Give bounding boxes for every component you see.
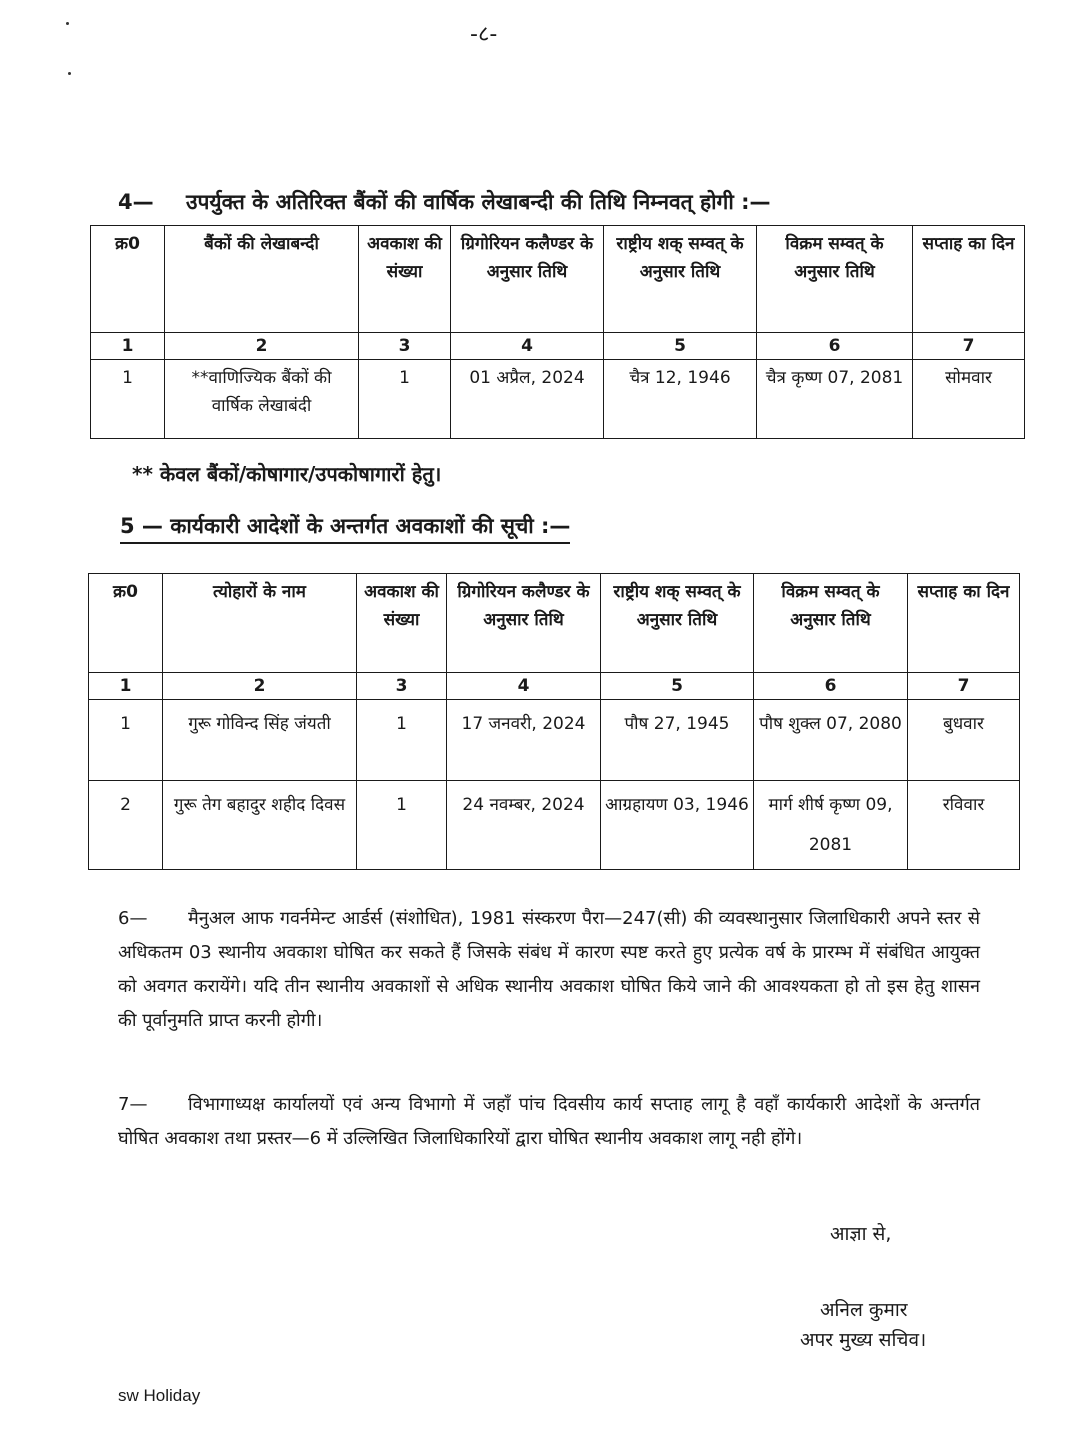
header-cell: अवकाश की संख्या <box>357 574 447 673</box>
table-cell: चैत्र 12, 1946 <box>604 360 757 439</box>
index-cell: 4 <box>447 673 601 700</box>
header-cell: राष्ट्रीय शक् सम्वत् के अनुसार तिथि <box>601 574 754 673</box>
executive-holidays-table <box>88 573 1020 870</box>
header-cell: ग्रिगोरियन कलैण्डर के अनुसार तिथि <box>447 574 601 673</box>
index-cell: 3 <box>357 673 447 700</box>
header-cell: क्र0 <box>89 574 163 673</box>
table-cell: 1 <box>89 700 163 781</box>
index-cell: 7 <box>913 333 1025 360</box>
signatory-designation: अपर मुख्य सचिव। <box>800 1329 927 1351</box>
index-cell: 6 <box>757 333 913 360</box>
index-cell: 7 <box>908 673 1020 700</box>
header-cell: त्योहारों के नाम <box>163 574 357 673</box>
section-5-heading: 5 — कार्यकारी आदेशों के अन्तर्गत अवकाशों की सूची :— <box>120 512 570 544</box>
bank-closing-table <box>90 225 1025 439</box>
table-cell: 1 <box>357 700 447 781</box>
table-row <box>89 700 1020 781</box>
table-header-row <box>91 226 1025 333</box>
table-index-row <box>89 673 1020 700</box>
index-cell: 5 <box>601 673 754 700</box>
section-4-number: 4— <box>118 190 154 214</box>
index-cell: 6 <box>754 673 908 700</box>
header-cell: राष्ट्रीय शक् सम्वत् के अनुसार तिथि <box>604 226 757 333</box>
table-cell: सोमवार <box>913 360 1025 439</box>
index-cell: 2 <box>165 333 359 360</box>
table-row <box>91 360 1025 439</box>
table-cell: पौष 27, 1945 <box>601 700 754 781</box>
header-cell: अवकाश की संख्या <box>359 226 451 333</box>
page-number: -८- <box>470 22 498 47</box>
signatory-name: अनिल कुमार <box>820 1299 908 1321</box>
table-cell: 17 जनवरी, 2024 <box>447 700 601 781</box>
header-cell: क्र0 <box>91 226 165 333</box>
table-cell: 1 <box>357 781 447 870</box>
table-header-row <box>89 574 1020 673</box>
footer-label: sw Holiday <box>118 1386 201 1405</box>
index-cell: 3 <box>359 333 451 360</box>
section-4-title: उपर्युक्त के अतिरिक्त बैंकों की वार्षिक लेखाबन्दी की तिथि निम्नवत् होगी :— <box>186 190 771 214</box>
table-cell: मार्ग शीर्ष कृष्ण 09, 2081 <box>754 781 908 870</box>
paragraph-7 <box>118 1088 980 1156</box>
table-row <box>89 781 1020 870</box>
paragraph-6 <box>118 902 980 1038</box>
table-cell: गुरू गोविन्द सिंह जंयती <box>163 700 357 781</box>
table-cell: पौष शुक्ल 07, 2080 <box>754 700 908 781</box>
index-cell: 1 <box>91 333 165 360</box>
bank-note: ** केवल बैंकों/कोषागार/उपकोषागारों हेतु। <box>132 462 442 486</box>
header-cell: बैंकों की लेखाबन्दी <box>165 226 359 333</box>
index-cell: 4 <box>451 333 604 360</box>
header-cell: सप्ताह का दिन <box>908 574 1020 673</box>
paragraph-6-text: मैनुअल आफ गवर्नमेन्ट आर्डर्स (संशोधित), 1981 संस्करण पैरा—247(सी) की व्यवस्थानुसार जिलाधिकारी अपने स्तर से अधिकतम 03 स्थानीय अवकाश घोषित कर सकते हैं जिसके संबंध में कारण स्पष्ट करते हुए प्रत्येक वर्ष के प्रारम्भ में संबंधित आयुक्त को अवगत करायेंगे। यदि तीन स्थानीय अवकाशों से अधिक स्थानीय अवकाश घोषित किये जाने की आवश्यकता हो तो इस हेतु शासन की पूर्वानुमति प्राप्त करनी होगी। <box>118 908 980 1031</box>
table-cell: गुरू तेग बहादुर शहीद दिवस <box>163 781 357 870</box>
table-cell: **वाणिज्यिक बैंकों की वार्षिक लेखाबंदी <box>165 360 359 439</box>
paragraph-6-number: 6— <box>118 908 148 929</box>
table-cell: 2 <box>89 781 163 870</box>
table-cell: 24 नवम्बर, 2024 <box>447 781 601 870</box>
table-cell: 01 अप्रैल, 2024 <box>451 360 604 439</box>
table-cell: 1 <box>91 360 165 439</box>
header-cell: विक्रम सम्वत् के अनुसार तिथि <box>754 574 908 673</box>
table-index-row <box>91 333 1025 360</box>
header-cell: ग्रिगोरियन कलैण्डर के अनुसार तिथि <box>451 226 604 333</box>
index-cell: 2 <box>163 673 357 700</box>
index-cell: 1 <box>89 673 163 700</box>
header-cell: विक्रम सम्वत् के अनुसार तिथि <box>757 226 913 333</box>
table-cell: बुधवार <box>908 700 1020 781</box>
header-cell: सप्ताह का दिन <box>913 226 1025 333</box>
table-cell: रविवार <box>908 781 1020 870</box>
table-cell: आग्रहायण 03, 1946 <box>601 781 754 870</box>
paragraph-7-number: 7— <box>118 1094 148 1115</box>
order-line: आज्ञा से, <box>830 1223 892 1245</box>
paragraph-7-text: विभागाध्यक्ष कार्यालयों एवं अन्य विभागो में जहाँ पांच दिवसीय कार्य सप्ताह लागू है वहाँ कार्यकारी आदेशों के अन्तर्गत घोषित अवकाश तथा प्रस्तर—6 में उल्लिखित जिलाधिकारियों द्वारा घोषित स्थानीय अवकाश लागू नही होंगे। <box>118 1094 980 1149</box>
section-4-heading <box>118 188 771 216</box>
table-cell: चैत्र कृष्ण 07, 2081 <box>757 360 913 439</box>
index-cell: 5 <box>604 333 757 360</box>
table-cell: 1 <box>359 360 451 439</box>
